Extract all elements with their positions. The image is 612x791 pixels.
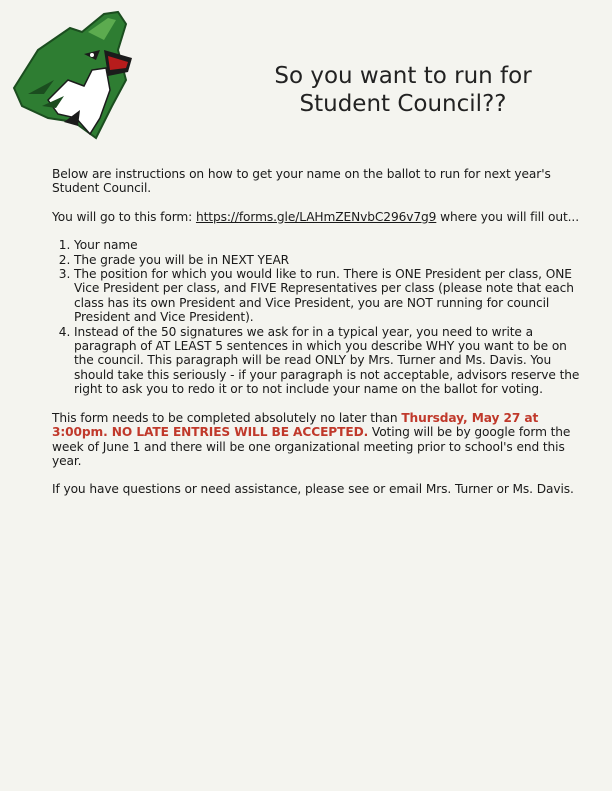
deadline-prefix: This form needs to be completed absolutely no later than [52,410,402,425]
list-item: 2. The grade you will be in NEXT YEAR [74,253,582,267]
title-line-1: So you want to run for [274,63,532,89]
instructions-body [52,167,582,511]
form-suffix: where you will fill out... [436,209,579,224]
deadline-paragraph [52,411,582,469]
coyote-mascot-icon [8,10,140,144]
deadline-highlight: Thursday, May 27 at 3:00pm. NO LATE ENTRIES WILL BE ACCEPTED. [52,410,539,440]
requirements-list [52,238,582,396]
intro-paragraph: Below are instructions on how to get your name on the ballot to run for next year's Student Council. [52,167,551,196]
list-item: 3. The position for which you would like to run. There is ONE President per class, ONE Vice President per class, and FIVE Representatives per class (please note that each class has its own President and Vice President, you are NOT running for council President and Vice President). [74,267,582,325]
contact-paragraph: If you have questions or need assistance, please see or email Mrs. Turner or Ms. Davis. [52,482,574,497]
list-item: 1. Your name [74,238,582,252]
title-line-2: Student Council?? [299,91,507,117]
form-link[interactable]: https://forms.gle/LAHmZENvbC296v7g9 [195,209,437,224]
deadline-suffix: Voting will be by google form the week of June 1 and there will be one organizational meeting prior to school's end this year. [52,425,571,468]
form-prefix: You will go to this form: [52,209,196,224]
list-item: 4. Instead of the 50 signatures we ask for in a typical year, you need to write a paragraph of AT LEAST 5 sentences in which you describe WHY you want to be on the council. This paragraph will be read ONLY by Mrs. Turner and Ms. Davis. You should take this seriously - if your paragraph is not acceptable, advisors reserve the right to ask you to redo it or to not include your name on the ballot for voting. [74,325,582,397]
page-title [228,62,578,118]
form-paragraph [52,210,582,224]
